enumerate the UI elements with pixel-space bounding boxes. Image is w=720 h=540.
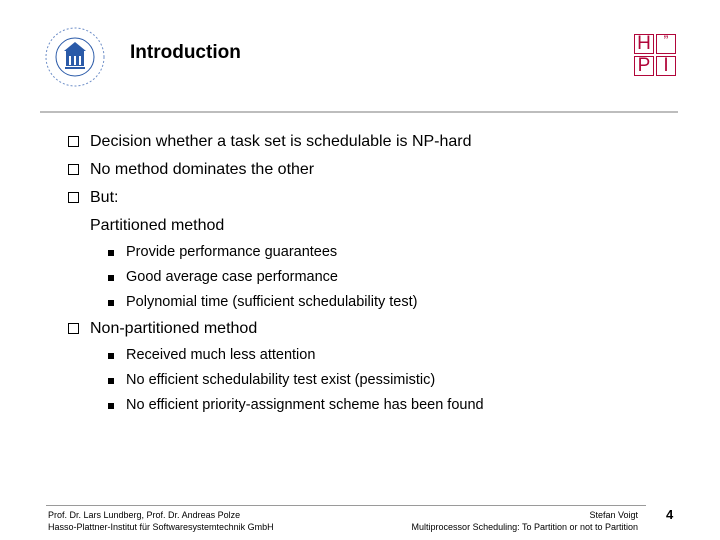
bullet-list xyxy=(68,128,688,418)
footer-authors: Prof. Dr. Lars Lundberg, Prof. Dr. Andreas Polze xyxy=(48,510,241,520)
sub-bullet-text: Polynomial time (sufficient schedulability test) xyxy=(126,294,418,310)
sub-bullet-text: No efficient priority-assignment scheme has been found xyxy=(126,397,484,413)
footer-presenter: Stefan Voigt xyxy=(589,510,638,520)
filled-square-bullet-icon xyxy=(108,403,114,409)
sub-bullet-item xyxy=(68,240,688,265)
sub-bullet-item xyxy=(68,290,688,315)
slide-title: Introduction xyxy=(130,42,241,63)
filled-square-bullet-icon xyxy=(108,300,114,306)
filled-square-bullet-icon xyxy=(108,275,114,281)
hollow-square-bullet-icon xyxy=(68,323,79,334)
sub-bullet-text: Good average case performance xyxy=(126,269,338,285)
bullet-text: But: xyxy=(90,189,119,206)
footer-divider xyxy=(46,505,646,506)
footer-left xyxy=(48,509,274,533)
sub-bullet-text: No efficient schedulability test exist (pessimistic) xyxy=(126,372,436,388)
hollow-square-bullet-icon xyxy=(68,192,79,203)
hpi-logo-letter-p: P xyxy=(637,55,651,76)
filled-square-bullet-icon xyxy=(108,378,114,384)
bullet-text: No method dominates the other xyxy=(90,161,315,178)
bullet-item xyxy=(68,184,688,212)
hpi-logo-letter-i: I xyxy=(663,55,669,76)
hollow-square-bullet-icon xyxy=(68,164,79,175)
hpi-logo-letter-h: H xyxy=(637,33,651,54)
sub-bullet-item xyxy=(68,368,688,393)
header-divider xyxy=(40,111,678,113)
sub-bullet-item xyxy=(68,265,688,290)
university-seal-logo xyxy=(44,26,106,88)
sub-bullet-item xyxy=(68,393,688,418)
bullet-text: Decision whether a task set is schedulable is NP-hard xyxy=(90,133,472,150)
bullet-text: Non-partitioned method xyxy=(90,320,258,337)
filled-square-bullet-icon xyxy=(108,353,114,359)
page-number: 4 xyxy=(666,507,674,522)
sub-bullet-text: Received much less attention xyxy=(126,347,316,363)
footer-institute: Hasso-Plattner-Institut für Softwaresystemtechnik GmbH xyxy=(48,522,274,532)
bullet-item xyxy=(68,212,688,240)
hollow-square-bullet-icon xyxy=(68,136,79,147)
footer-right xyxy=(412,509,638,533)
bullet-text: Partitioned method xyxy=(90,217,225,234)
bullet-item xyxy=(68,315,688,343)
bullet-item xyxy=(68,128,688,156)
filled-square-bullet-icon xyxy=(108,250,114,256)
sub-bullet-item xyxy=(68,343,688,368)
hpi-logo xyxy=(634,34,676,76)
hpi-logo-quote-mark: ” xyxy=(663,32,669,48)
footer-talk-title: Multiprocessor Scheduling: To Partition or not to Partition xyxy=(411,522,638,532)
sub-bullet-text: Provide performance guarantees xyxy=(126,244,338,260)
bullet-item xyxy=(68,156,688,184)
